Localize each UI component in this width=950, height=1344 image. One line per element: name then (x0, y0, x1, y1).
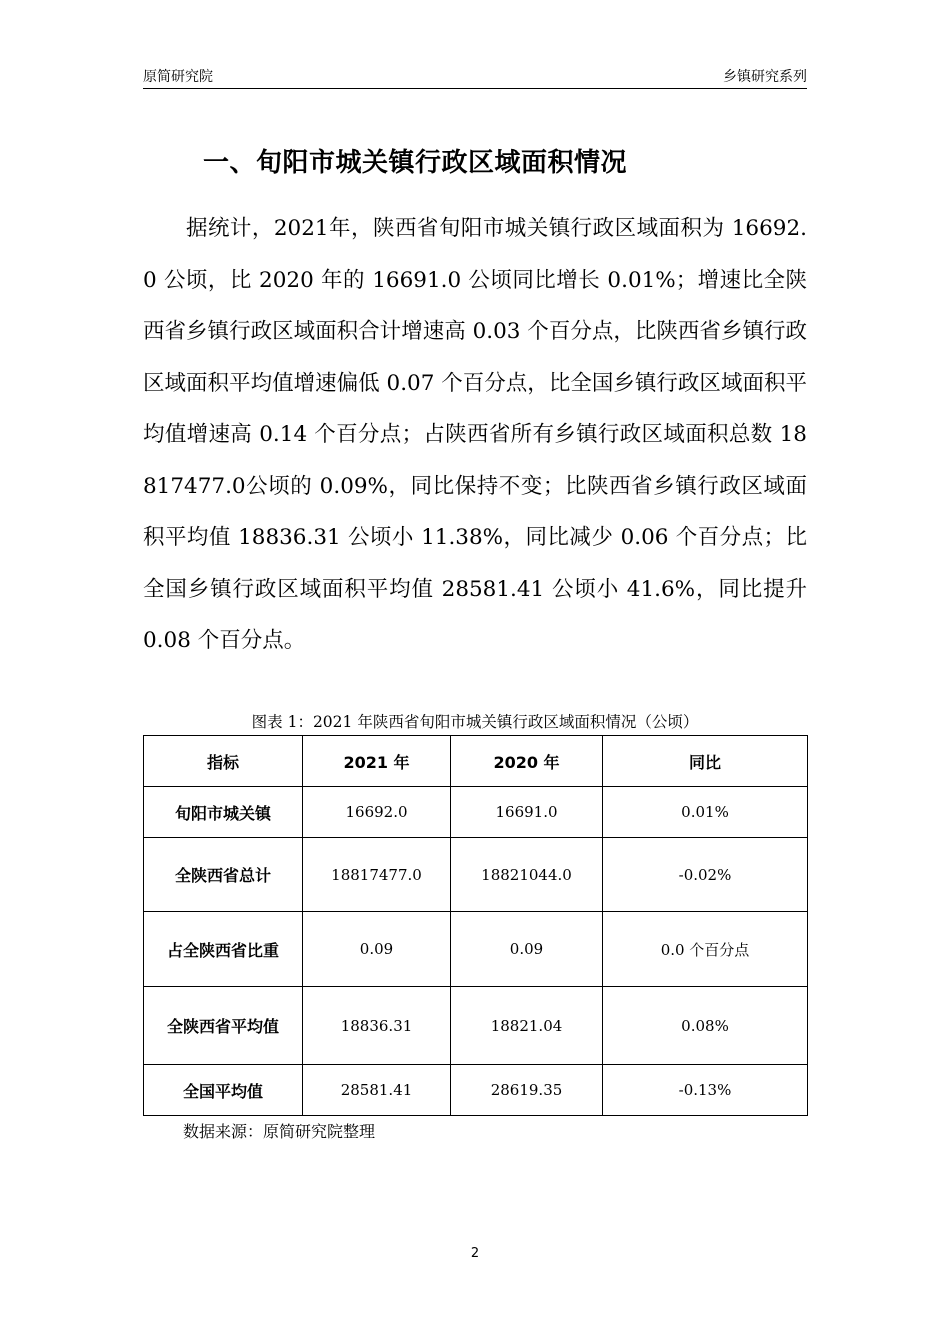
cell-2020: 18821044.0 (451, 838, 603, 912)
area-table (143, 735, 808, 1116)
cell-2020: 18821.04 (451, 987, 603, 1065)
cell-yoy: -0.13% (603, 1065, 808, 1116)
cell-2020: 16691.0 (451, 787, 603, 838)
table-header-row (144, 736, 808, 787)
cell-yoy: -0.02% (603, 838, 808, 912)
col-header-indicator: 指标 (144, 736, 303, 787)
col-header-2020: 2020 年 (451, 736, 603, 787)
section-title: 一、旬阳市城关镇行政区域面积情况 (203, 148, 628, 178)
table-row (144, 787, 808, 838)
cell-2021: 28581.41 (303, 1065, 451, 1116)
page-header (143, 62, 807, 89)
header-series-name: 乡镇研究系列 (723, 69, 807, 85)
page-number: 2 (470, 1246, 480, 1261)
table-row (144, 1065, 808, 1116)
cell-yoy: 0.01% (603, 787, 808, 838)
header-org-name: 原简研究院 (143, 69, 213, 85)
cell-2020: 28619.35 (451, 1065, 603, 1116)
col-header-2021: 2021 年 (303, 736, 451, 787)
row-label: 全国平均值 (144, 1065, 303, 1116)
row-label: 占全陕西省比重 (144, 912, 303, 987)
col-header-yoy: 同比 (603, 736, 808, 787)
data-source-note: 数据来源：原简研究院整理 (183, 1122, 376, 1141)
cell-2021: 18836.31 (303, 987, 451, 1065)
cell-2020: 0.09 (451, 912, 603, 987)
cell-2021: 16692.0 (303, 787, 451, 838)
cell-2021: 0.09 (303, 912, 451, 987)
row-label: 旬阳市城关镇 (144, 787, 303, 838)
table-row (144, 912, 808, 987)
row-label: 全陕西省平均值 (144, 987, 303, 1065)
body-paragraph: 据统计，2021年，陕西省旬阳市城关镇行政区域面积为 16692.0 公顷，比 2020 年的 16691.0 公顷同比增长 0.01%；增速比全陕西省乡镇行政区域面积合计增速高 0.03 个百分点，比陕西省乡镇行政区域面积平均值增速偏低 0.07 个百分点，比全国乡镇行政区域面积平均值增速高 0.14 个百分点；占陕西省所有乡镇行政区域面积总数 18817477.0公顷的 0.09%，同比保持不变；比陕西省乡镇行政区域面积平均值 18836.31 公顷小 11.38%，同比减少 0.06 个百分点；比全国乡镇行政区域面积平均值 28581.41 公顷小 41.6%，同比提升 0.08 个百分点。 (143, 216, 807, 653)
table-row (144, 987, 808, 1065)
cell-yoy: 0.08% (603, 987, 808, 1065)
table-row (144, 838, 808, 912)
cell-2021: 18817477.0 (303, 838, 451, 912)
cell-yoy: 0.0 个百分点 (603, 912, 808, 987)
table-caption: 图表 1：2021 年陕西省旬阳市城关镇行政区域面积情况（公顷） (251, 713, 699, 731)
row-label: 全陕西省总计 (144, 838, 303, 912)
